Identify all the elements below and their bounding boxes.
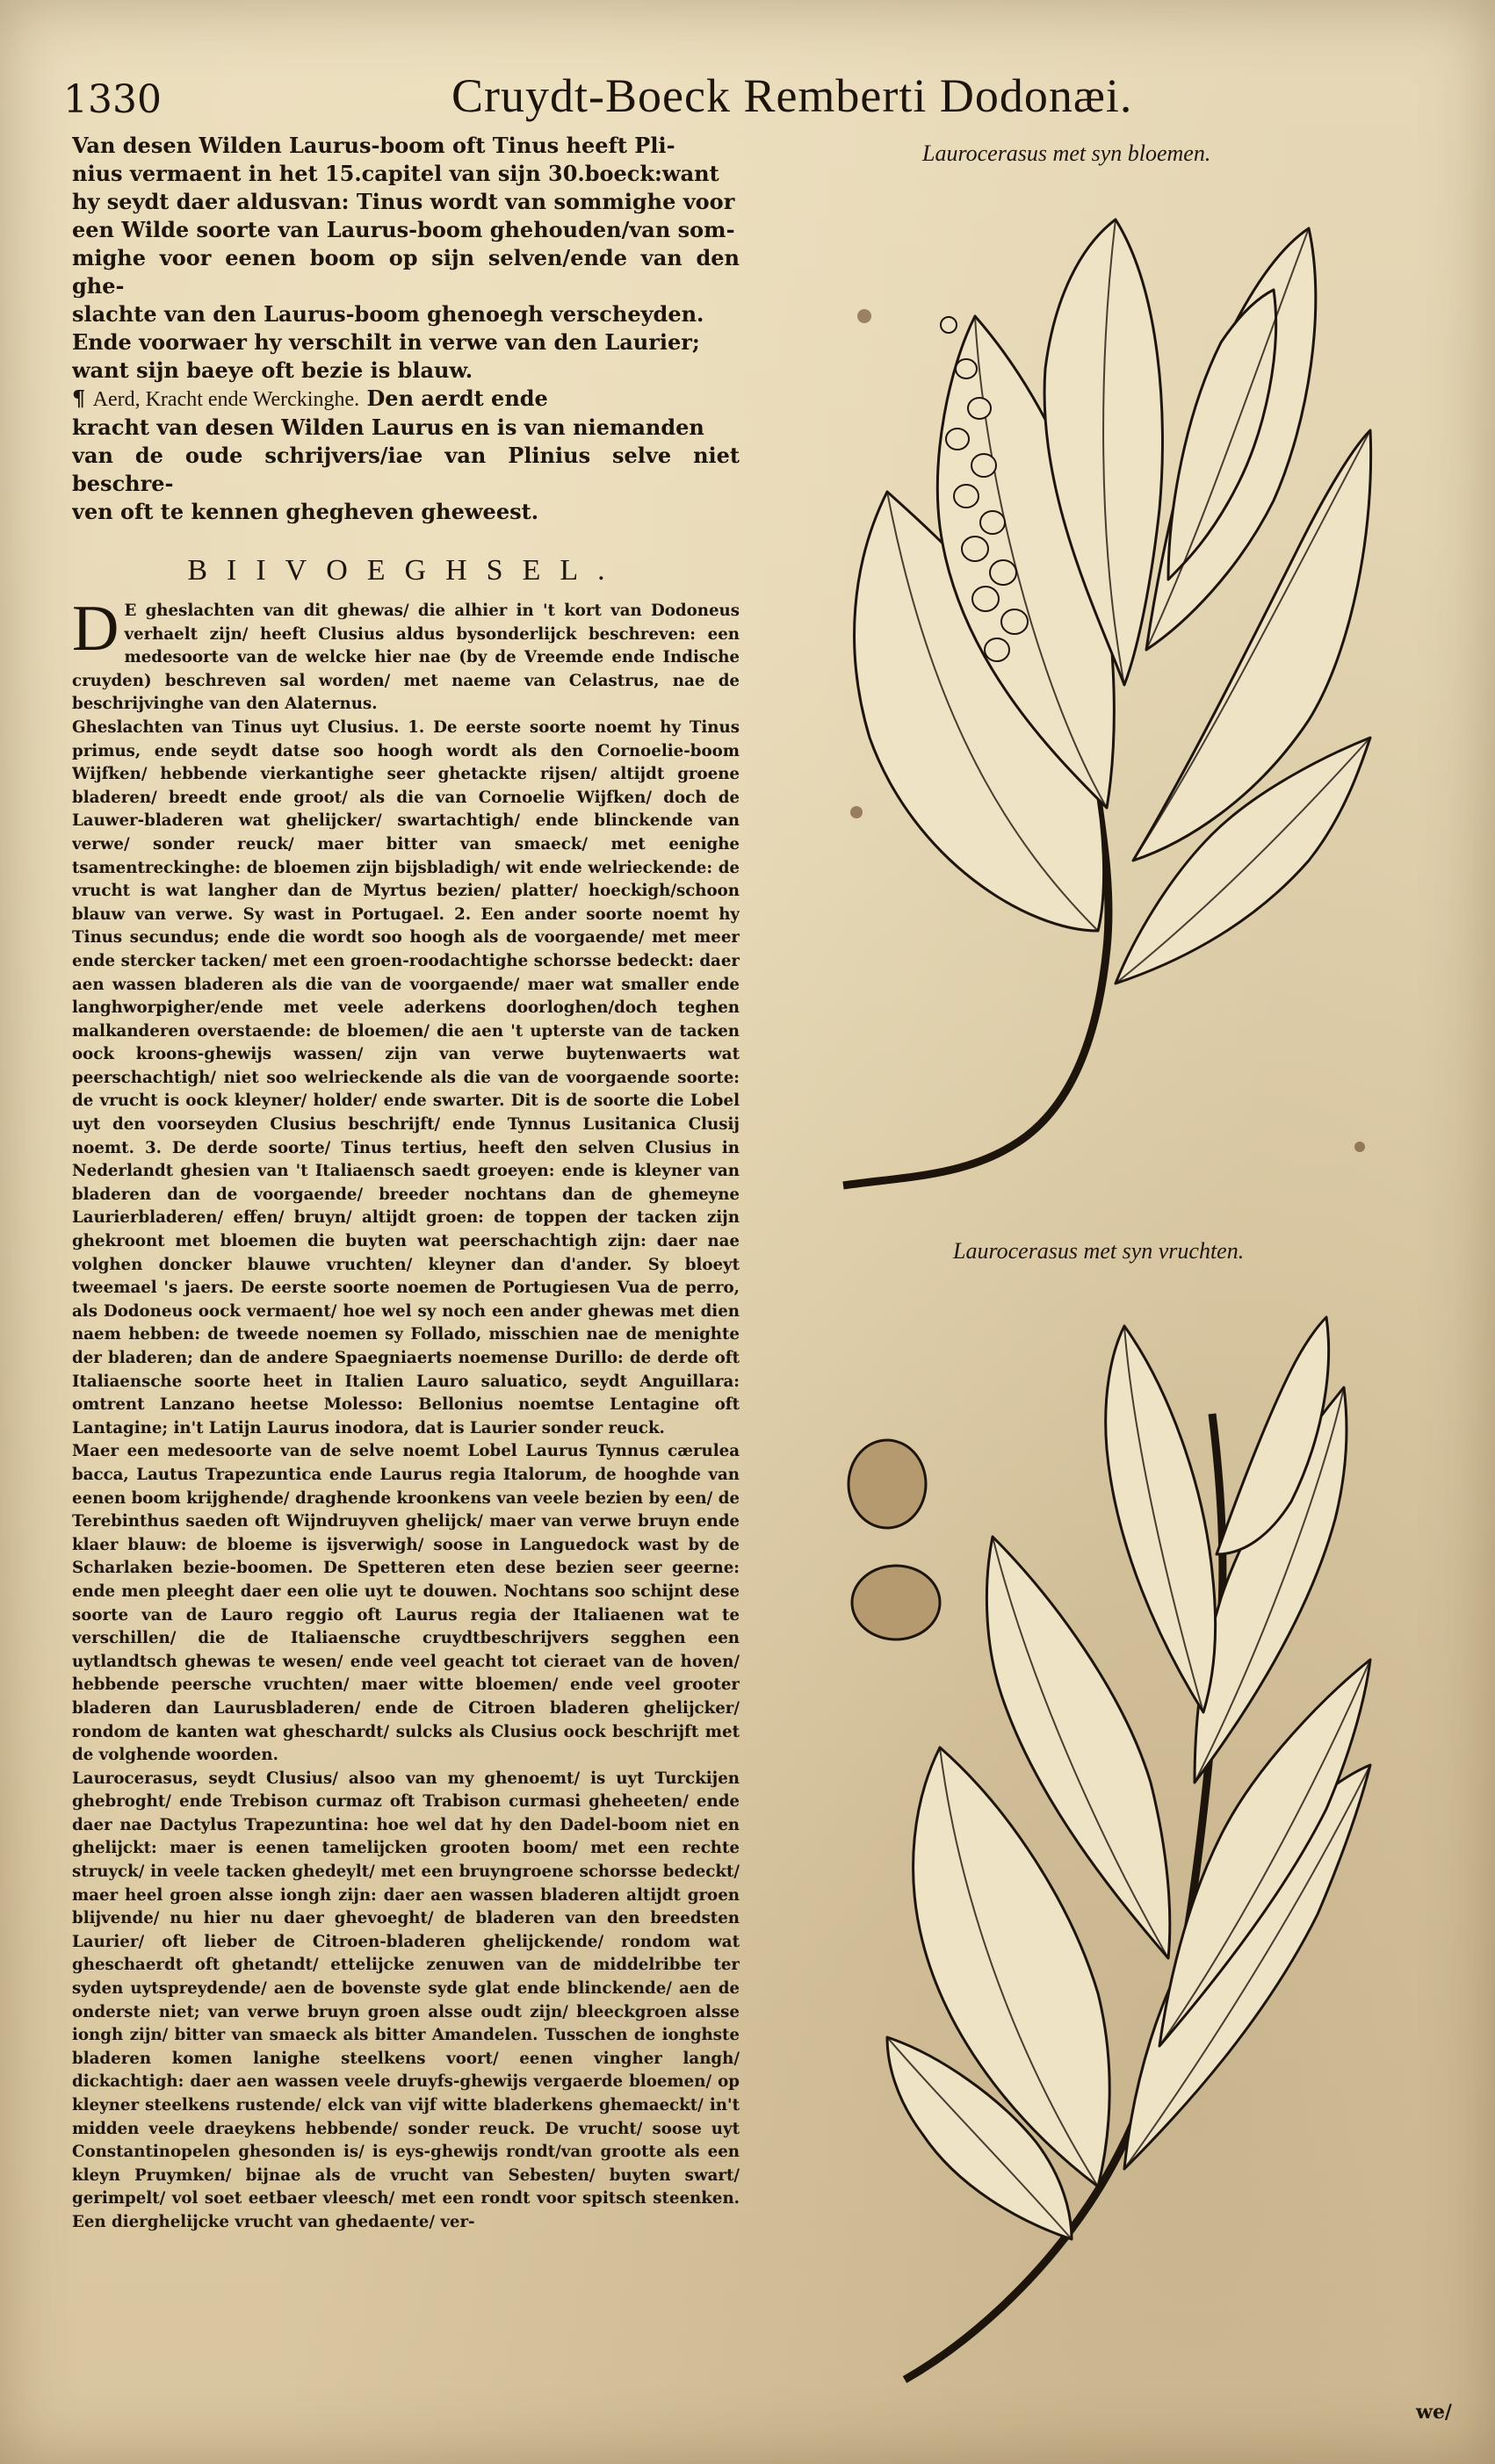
- drop-cap: D: [72, 593, 119, 665]
- intro-paragraph: [72, 132, 740, 385]
- paragraph-text: Gheslachten van Tinus uyt Clusius. 1. De eerste soorte noemt hy Tinus primus, ende seydt datse soo hoogh wordt als den Cornoelie-boom Wijfken/ hebbende vierkantighe seer ghetackte rijsen/ altijdt groene bladeren/ breedt ende groot/ als die van Cornoelie Wijfken/ doch de Lauwer-bladeren wat ghelijcker/ swartachtigh/ ende blinckende van verwe/ sonder reuck/ maer bitter van smaeck/ met eenighe tsamentreckinghe: de bloemen zijn bijsbladigh/ wit ende welrieckende: de vrucht is wat langher dan de Myrtus bezien/ platter/ hoeckigh/schoon blauw van verwe. Sy wast in Portugael. 2. Een ander soorte noemt hy Tinus secundus; ende die wordt soo hoogh als de voorgaende/ met meer ende stercker tacken/ met een groen-roodachtighe schorsse bedeckt: daer aen wassen bladeren als die van de voorgaende/ maer wat smaller ende langhworpigher/ende met veele aderkens doorloghen/doch teghen malkanderen overstaende: de bloemen/ die aen 't upterste van de tacken oock kroons-ghewijs wassen/ zijn van verwe buytenwaerts wat peerschachtigh/ niet soo welrieckende als die van de voorgaende soorte: de vrucht is oock kleyner/ holder/ ende swarter. Dit is de soorte die Lobel uyt den voorseyden Clusius beschrijft/ ende Tynnus Lusitanica Clusij noemt. 3. De derde soorte/ Tinus tertius, heeft den selven Clusius in Nederlandt ghesien van 't Italiaensch saedt groeyen: ende is kleyner van bladeren dan de voorgaende/ breeder nochtans dan de ghemeyne Laurierbladeren/ effen/ bruyn/ altijdt groen: de toppen der tacken zijn ghekroont met bloemen die buyten wat peerschachtigh zijn: daer nae volghen doncker blauwe vruchten/ kleyner dan d'ander. Sy bloeyt tweemael 's jaers. De eerste soorte noemen de Portugiesen Vua de perro, als Dodoneus oock vermaent/ hoe wel sy noch een ander ghewas met dien naem hebben: de tweede noemen sy Follado, misschien nae de menighte der bladeren; dan de andere Spaegniaerts noemense Durillo: de derde oft Italiaensche soorte heet in Italien Lauro saluatico, seydt Anguillara: omtrent Lanzano heetse Molesso: Bellonius noemtse Lentagine oft Lantagine; in't Latijn Laurus inodora, dat is Laurier sonder reuck.: [72, 717, 740, 1437]
- body-paragraph: [72, 1440, 740, 1767]
- page-number: 1330: [63, 77, 162, 122]
- flower: [946, 429, 969, 450]
- flower-figure-caption: Laurocerasus met syn bloemen.: [922, 140, 1211, 166]
- running-head: Cruydt-Boeck Remberti Dodonæi.: [451, 69, 1133, 122]
- fruit: [849, 1440, 926, 1528]
- text-line: Den aerdt ende: [366, 385, 548, 411]
- text-line: kracht van desen Wilden Laurus en is van niemanden: [72, 414, 704, 440]
- paragraph-mark: ¶: [72, 385, 93, 411]
- text-line: Van desen Wilden Laurus-boom oft Tinus heeft Pli-: [72, 133, 675, 158]
- body-paragraph: [72, 1768, 740, 2235]
- flower: [990, 560, 1016, 585]
- fruit: [852, 1566, 940, 1639]
- text-line: mighe voor eenen boom op sijn selven/ende van den ghe-: [72, 245, 740, 299]
- text-line: slachte van den Laurus-boom ghenoegh verscheyden.: [72, 301, 704, 327]
- text-line: hy seydt daer aldusvan: Tinus wordt van sommighe voor: [72, 189, 735, 214]
- paragraph-text: E gheslachten van dit ghewas/ die alhier in 't kort van Dodoneus verhaelt zijn/ heeft Clusius aldus bysonderlijck beschreven: een medesoorte van de welcke hier nae (by de Vreemde ende Indische cruyden) beschreven sal worden/ met naeme van Celastrus, nae de beschrijvinghe van den Alaternus.: [72, 602, 740, 714]
- properties-heading: Aerd, Kracht ende Werckinghe.: [92, 388, 360, 411]
- text-line: van de oude schrijvers/iae van Plinius selve niet beschre-: [72, 443, 740, 496]
- body-paragraph: [72, 593, 740, 717]
- fruit-figure-caption: Laurocerasus met syn vruchten.: [953, 1238, 1245, 1264]
- properties-paragraph: [72, 385, 740, 526]
- flower: [1001, 609, 1028, 634]
- text-column: [72, 132, 740, 2380]
- flower: [956, 359, 977, 378]
- laurocerasus-fruit-woodcut: [834, 1291, 1379, 2388]
- text-line: nius vermaent in het 15.capitel van sijn 30.boeck:want: [72, 161, 719, 186]
- flower: [968, 398, 991, 419]
- body-paragraph: [72, 717, 740, 1440]
- flower: [971, 454, 996, 477]
- laurocerasus-flower-woodcut: [834, 193, 1379, 1203]
- text-line: ven oft te kennen ghegheven gheweest.: [72, 499, 539, 524]
- leaf: [1106, 1326, 1216, 1712]
- catchword: we/: [1416, 2401, 1452, 2424]
- flower: [954, 485, 979, 508]
- flower: [980, 511, 1005, 534]
- flower-bud: [941, 317, 957, 333]
- paragraph-text: Maer een medesoorte van de selve noemt Lobel Laurus Tynnus cærulea bacca, Lautus Trapezuntica ende Laurus regia Italorum, de hooghde van eenen boom krijghende/ draghende kroonkens van veele bezien by een/ de Terebinthus saeden oft Wijndruyven ghelijck/ maer van verwe bruyn ende klaer blauw: de bloeme is ijsverwigh/ soose in Languedock wast by de Scharlaken bezie-boomen. De Spetteren eten dese bezien seer geerne: ende men pleeght daer een olie uyt te douwen. Nochtans soo schijnt dese soorte van de Lauro reggio oft Laurus regia der Italiaenen wat te verschillen/ die de Italiaensche cruydtbeschrijvers segghen een uytlandtsch ghewas te wesen/ ende veel geacht tot cieraet van de hoven/ hebbende peersche vruchten/ maer witte bloemen/ ende veel grooter bladeren dan Laurusbladeren/ ende de Citroen bladeren ghelijcker/ rondom de kanten wat gheschardt/ sulcks als Clusius oock beschrijft met de volghende woorden.: [72, 1442, 740, 1765]
- section-title: BIIVOEGHSEL.: [187, 554, 625, 587]
- text-line: Ende voorwaer hy verschilt in verwe van den Laurier;: [72, 329, 700, 355]
- paragraph-text: Laurocerasus, seydt Clusius/ alsoo van my ghenoemt/ is uyt Turckijen ghebroght/ ende Trebison curmaz oft Trabison curmasi gheheeten/ ende daer nae Dactylus Trapezuntina: hoe wel dat hy den Dadel-boom niet en ghelijckt: maer is eenen tamelijcken grooten boom/ met een rechte struyck/ in veele tacken ghedeylt/ met een bruyngroene schorsse bedeckt/ maer heel groen alsse iongh zijn: daer aen wassen bladeren altijdt groen blijvende/ nu hier nu daer ghevoeght/ de bladeren van den breedsten Laurier/ oft lieber de Citroen-bladeren ghelijckende/ rondom wat gheschaerdt oft ghetandt/ ettelijcke zenuwen van de middelribbe ter syden uytspreydende/ aen de bovenste syde glat ende blinckende/ aen de onderste niet; van verwe bruyn groen alsse oudt zijn/ bleeckgroen alsse iongh zijn/ bitter van smaeck als bitter Amandelen. Tusschen de ionghste bladeren komen lanighe steelkens voort/ eenen vingher langh/ dickachtigh: daer aen wassen veele druyfs-ghewijs vergaerde bloemen/ op kleyner steelkens rustende/ elck van vijf witte bladerkens ghemaeckt/ in't midden veele draeykens hebbende/ sonder reuck. De vrucht/ soose uyt Constantinopelen ghesonden is/ is eys-ghewijs rondt/van grootte als een kleyn Pruymken/ bijnae als de vrucht van Sebesten/ buyten swart/ gerimpelt/ vol soet eetbaer vleesch/ met een rondt voor spitsch steenken. Een dierghelijcke vrucht van ghedaente/ ver-: [72, 1769, 740, 2231]
- text-line: een Wilde soorte van Laurus-boom ghehouden/van som-: [72, 217, 735, 242]
- flower: [972, 587, 999, 611]
- text-line: want sijn baeye oft bezie is blauw.: [72, 357, 473, 383]
- page-header: [63, 68, 1133, 130]
- flower: [985, 638, 1009, 661]
- flower: [962, 537, 988, 561]
